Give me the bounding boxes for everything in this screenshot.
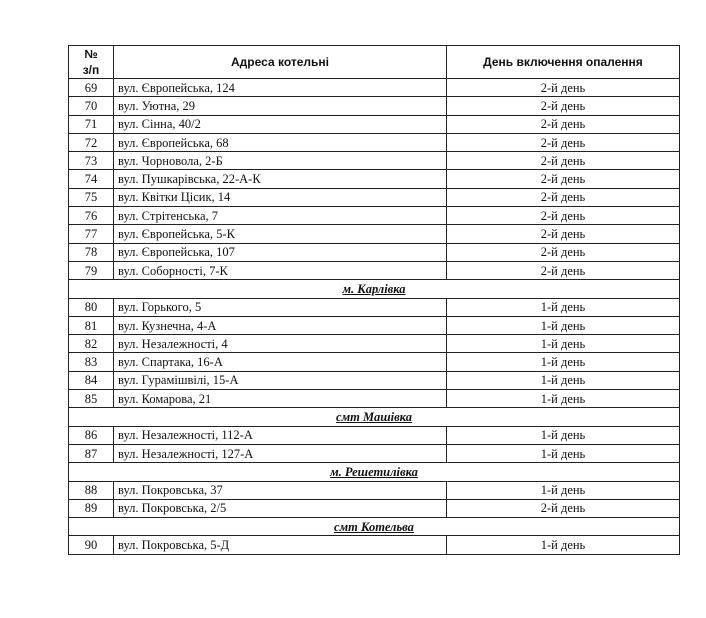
row-number: 90 — [69, 536, 114, 554]
row-address: вул. Європейська, 5-К — [114, 225, 447, 243]
row-heating-day: 1-й день — [447, 316, 680, 334]
column-header-address: Адреса котельні — [114, 46, 447, 79]
row-address: вул. Стрітенська, 7 — [114, 207, 447, 225]
row-address: вул. Соборності, 7-К — [114, 261, 447, 279]
section-row — [69, 518, 680, 536]
row-number: 73 — [69, 152, 114, 170]
row-number: 88 — [69, 481, 114, 499]
column-header-number — [69, 46, 114, 79]
row-address: вул. Європейська, 124 — [114, 79, 447, 97]
row-number: 79 — [69, 261, 114, 279]
table-row — [69, 499, 680, 517]
table-row — [69, 444, 680, 462]
row-address: вул. Комарова, 21 — [114, 390, 447, 408]
row-number: 78 — [69, 243, 114, 261]
table-row — [69, 426, 680, 444]
table-row — [69, 207, 680, 225]
table-row — [69, 133, 680, 151]
row-number: 71 — [69, 115, 114, 133]
table-row — [69, 79, 680, 97]
row-address: вул. Покровська, 37 — [114, 481, 447, 499]
row-number: 75 — [69, 188, 114, 206]
row-heating-day: 2-й день — [447, 207, 680, 225]
boiler-schedule-table — [68, 45, 680, 555]
row-heating-day: 1-й день — [447, 298, 680, 316]
row-address: вул. Кузнечна, 4-А — [114, 316, 447, 334]
row-number: 86 — [69, 426, 114, 444]
row-heating-day: 2-й день — [447, 115, 680, 133]
row-address: вул. Чорновола, 2-Б — [114, 152, 447, 170]
row-address: вул. Пушкарівська, 22-А-К — [114, 170, 447, 188]
row-heating-day: 2-й день — [447, 79, 680, 97]
row-address: вул. Спартака, 16-А — [114, 353, 447, 371]
row-number: 83 — [69, 353, 114, 371]
row-number: 74 — [69, 170, 114, 188]
table-row — [69, 115, 680, 133]
row-address: вул. Незалежності, 127-А — [114, 444, 447, 462]
table-header-row — [69, 46, 680, 79]
row-number: 84 — [69, 371, 114, 389]
row-heating-day: 2-й день — [447, 152, 680, 170]
table-row — [69, 371, 680, 389]
row-address: вул. Сінна, 40/2 — [114, 115, 447, 133]
row-number: 82 — [69, 335, 114, 353]
row-number: 77 — [69, 225, 114, 243]
section-title: смт Машівка — [69, 408, 680, 426]
table-row — [69, 225, 680, 243]
row-address: вул. Квітки Цісик, 14 — [114, 188, 447, 206]
row-heating-day: 1-й день — [447, 335, 680, 353]
row-number: 87 — [69, 444, 114, 462]
row-address: вул. Європейська, 68 — [114, 133, 447, 151]
table-row — [69, 536, 680, 554]
row-number: 85 — [69, 390, 114, 408]
row-heating-day: 2-й день — [447, 188, 680, 206]
section-row — [69, 408, 680, 426]
row-heating-day: 1-й день — [447, 390, 680, 408]
row-address: вул. Покровська, 2/5 — [114, 499, 447, 517]
row-address: вул. Незалежності, 112-А — [114, 426, 447, 444]
row-heating-day: 1-й день — [447, 536, 680, 554]
row-address: вул. Гурамішвілі, 15-А — [114, 371, 447, 389]
row-heating-day: 2-й день — [447, 499, 680, 517]
row-heating-day: 1-й день — [447, 426, 680, 444]
row-address: вул. Уютна, 29 — [114, 97, 447, 115]
row-heating-day: 1-й день — [447, 444, 680, 462]
row-heating-day: 1-й день — [447, 353, 680, 371]
section-title: м. Решетилівка — [69, 463, 680, 481]
row-heating-day: 2-й день — [447, 97, 680, 115]
table-row — [69, 298, 680, 316]
row-heating-day: 2-й день — [447, 243, 680, 261]
row-number: 69 — [69, 79, 114, 97]
table-row — [69, 170, 680, 188]
section-title: м. Карлівка — [69, 280, 680, 298]
row-heating-day: 2-й день — [447, 225, 680, 243]
row-number: 76 — [69, 207, 114, 225]
table-row — [69, 261, 680, 279]
table-row — [69, 188, 680, 206]
table-row — [69, 353, 680, 371]
column-header-number-abbr: з/п — [82, 63, 100, 77]
column-header-heating-day: День включення опалення — [447, 46, 680, 79]
row-heating-day: 2-й день — [447, 170, 680, 188]
table-row — [69, 316, 680, 334]
row-number: 80 — [69, 298, 114, 316]
row-number: 89 — [69, 499, 114, 517]
row-number: 81 — [69, 316, 114, 334]
table-row — [69, 335, 680, 353]
row-number: 72 — [69, 133, 114, 151]
table-row — [69, 390, 680, 408]
row-heating-day: 2-й день — [447, 261, 680, 279]
section-title: смт Котельва — [69, 518, 680, 536]
table-row — [69, 97, 680, 115]
row-heating-day: 1-й день — [447, 481, 680, 499]
row-address: вул. Європейська, 107 — [114, 243, 447, 261]
section-row — [69, 280, 680, 298]
row-heating-day: 1-й день — [447, 371, 680, 389]
row-address: вул. Покровська, 5-Д — [114, 536, 447, 554]
row-address: вул. Незалежності, 4 — [114, 335, 447, 353]
row-heating-day: 2-й день — [447, 133, 680, 151]
column-header-number-symbol: № — [84, 47, 98, 61]
table-row — [69, 243, 680, 261]
table-row — [69, 481, 680, 499]
table-row — [69, 152, 680, 170]
row-number: 70 — [69, 97, 114, 115]
section-row — [69, 463, 680, 481]
row-address: вул. Горького, 5 — [114, 298, 447, 316]
